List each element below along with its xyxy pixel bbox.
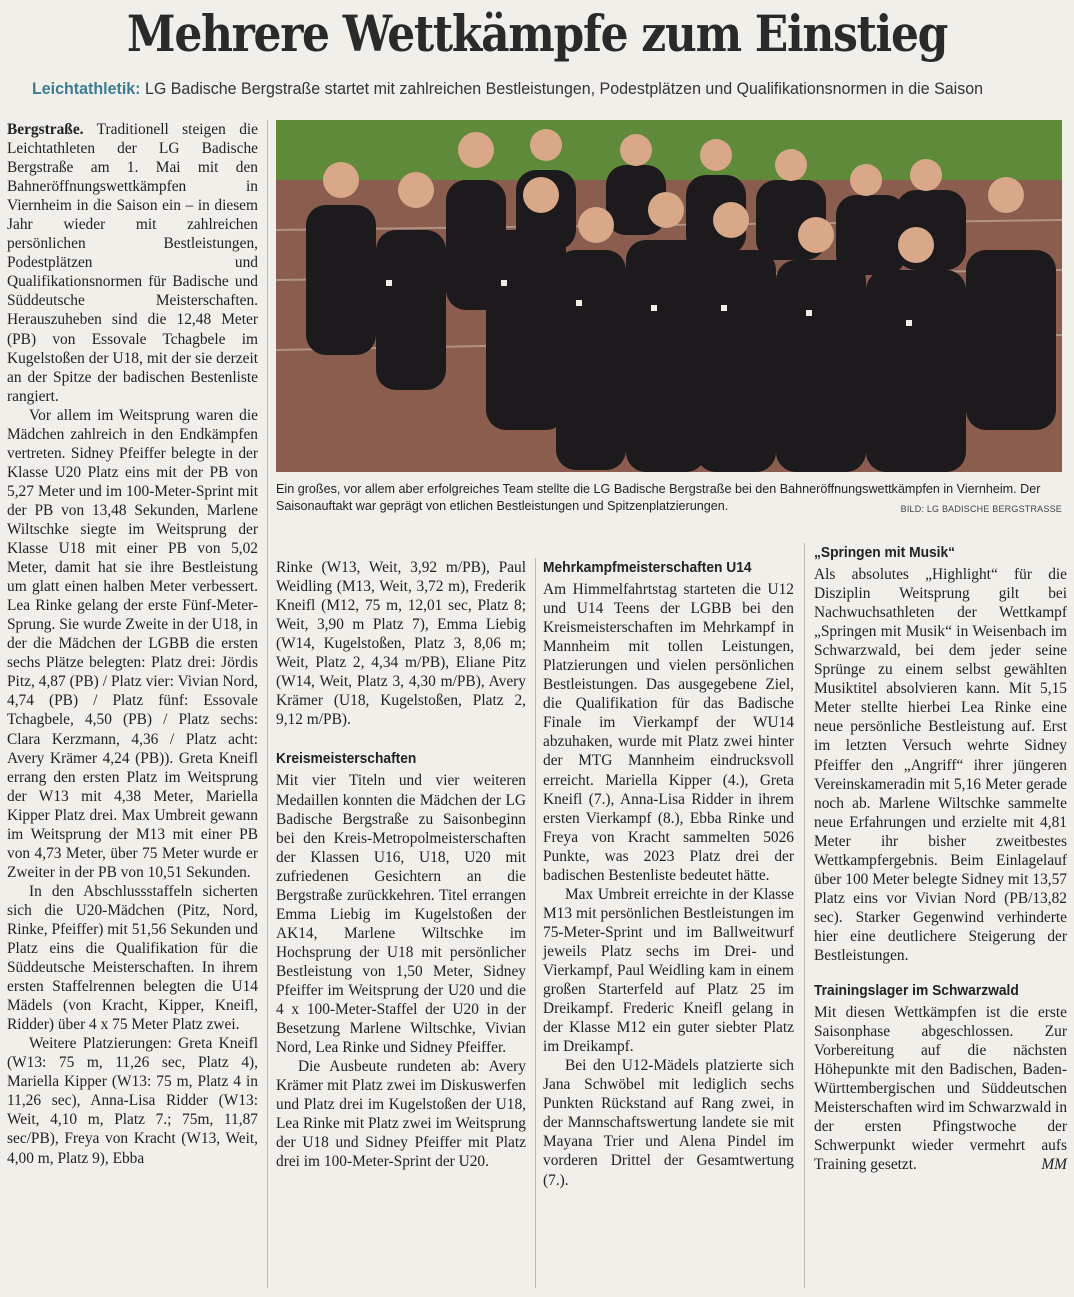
paragraph: In den Abschlussstaffeln sicherten sich die U20-Mädchen (Pitz, Nord, Rinke, Pfeiffer) mit 51,56 Sekunden und Platz eins die Qualifikation für die Süddeutsche Meisterschaften. In ihrem ersten Staffelrennen belegten die U14 Mädels (von Kracht, Kipper, Kneifl, Ridder) über 4 x 75 Meter Platz zwei. <box>7 882 258 1034</box>
article-headline: Mehrere Wettkämpfe zum Einstieg <box>126 4 948 63</box>
paragraph: Am Himmelfahrtstag starteten die U12 und U14 Teens der LGBB bei den Kreismeisterschaften im Mehrkampf in Mannheim mit tollen Leistungen, Platzierungen und vielen persönlichen Bestleistungen. Das ausgegebene Ziel, die Qualifikation für das Badische Finale im Vierkampf der WU14 abzuhaken, wurde mit Platz zwei hinter der MTG Mannheim eindrucksvoll erreicht. Mariella Kipper (4.), Greta Kneifl (7.), Anna-Lisa Ridder in ihrem ersten Vierkampf (8.), Ebba Rinke und Freya von Kracht sammelten 5026 Punkte, was 2023 Platz drei der badischen Bestenliste bedeutet hätte. <box>543 581 794 884</box>
article-subhead <box>32 80 1031 99</box>
section-heading: Mehrkampfmeisterschaften U14 <box>543 559 752 576</box>
paragraph: Max Umbreit erreichte in der Klasse M13 mit persönlichen Bestleistungen im 75-Meter-Sprint und im Ballweitwurf jeweils Platz sechs im Drei- und Vierkampf, Paul Weidling kam in einem großen Starterfeld auf Platz 25 im Dreikampf. Frederic Kneifl gelang in der Klasse M12 ein guter siebter Platz im Dreikampf. <box>543 885 794 1056</box>
article-column-3 <box>543 558 794 1190</box>
photo-credit: BILD: LG BADISCHE BERGSTRASSE <box>900 504 1062 514</box>
team-photo-illustration <box>276 120 1062 472</box>
section-heading: Trainingslager im Schwarzwald <box>814 982 1019 1000</box>
dateline: Bergstraße. <box>7 121 84 138</box>
column-rule <box>804 543 805 1288</box>
paragraph: Vor allem im Weitsprung waren die Mädchen zahlreich in den Endkämpfen vertreten. Sidney Pfeiffer belegte in der Klasse U20 Platz eins mit der PB von 5,27 Meter und im 100-Meter-Sprint mit der PB von 13,48 Sekunden, Marlene Wiltschke siegte im Weitsprung der Klasse U18 mit einer PB von 5,02 Meter, damit hat sie ihre Bestleistung um glatt einen halben Meter verbessert. Lea Rinke gelang der erste Fünf-Meter-Sprung. Sie wurde Zweite in der U18, in der die Mädchen der LGBB die ersten sechs Plätze belegten: Platz drei: Jördis Pitz, 4,87 (PB) / Platz vier: Vivian Nord, 4,74 (PB) / Platz fünf: Essovale Tchagbele, 4,50 (PB) / Platz sechs: Clara Kerzmann, 4,36 / Platz acht: Avery Krämer 4,24 (PB)). Greta Kneifl errang den ersten Platz im Weitsprung der W13 mit 4,38 Meter, Mariella Kipper Platz drei. Max Umbreit gewann im Weitsprung der M13 mit einer PB von 4,73 Meter, über 75 Meter wurde er Zweiter in der PB von 10,51 Sekunden. <box>7 406 258 881</box>
article-column-2 <box>276 558 526 1171</box>
paragraph <box>7 120 258 406</box>
paragraph: Rinke (W13, Weit, 3,92 m/PB), Paul Weidling (M13, Weit, 3,72 m), Frederik Kneifl (M12, 75 m, 12,01 sec, Platz 8; Weit, 3,90 m Platz 7), Emma Liebig (W14, Kugelstoßen, Platz 3, 8,06 m; Weit, Platz 2, 4,34 m/PB), Eliane Pitz (W14, Weit, Platz 3, 4,30 m/PB), Avery Krämer (U18, Kugelstoßen, Platz 2, 9,12 m/PB). <box>276 559 526 729</box>
article-column-4 <box>814 543 1067 1175</box>
subhead-text: LG Badische Bergstraße startet mit zahlreichen Bestleistungen, Podestplätzen und Qualifikationsnormen in die Saison <box>140 80 984 98</box>
photo-caption <box>276 481 1062 515</box>
article-column-1 <box>7 120 258 1168</box>
paragraph-text: Traditionell steigen die Leichtathleten der LG Badische Bergstraße am 1. Mai mit den Bahneröffnungswettkämpfen in Viernheim in die Saison ein – in diesem Jahr wieder mit zahlreichen persönlichen Bestleistungen, Podestplätzen und Qualifikationsnormen für Badische und Süddeutsche Meisterschaften. Herauszuheben sind die 12,48 Meter (PB) von Essovale Tchagbele im Kugelstoßen der U18, mit der sie derzeit an der Spitze der badischen Bestenliste rangiert. <box>7 121 258 405</box>
team-photo <box>276 120 1062 472</box>
subhead-kicker: Leichtathletik: <box>32 80 141 98</box>
author-signature: MM <box>1041 1156 1067 1174</box>
paragraph: Die Ausbeute rundeten ab: Avery Krämer mit Platz zwei im Diskuswerfen und Platz drei im Kugelstoßen der U18, Lea Rinke mit Platz zwei im Weitsprung der U18 und Sidney Pfeiffer mit Platz drei im 100-Meter-Sprint der U20. <box>276 1058 526 1171</box>
photo-caption-text: Ein großes, vor allem aber erfolgreiches Team stellte die LG Badische Bergstraße bei den Bahneröffnungswettkämpfen in Viernheim. Der Saisonauftakt war geprägt von etlichen Bestleistungen und Spitzenplatzierungen. <box>276 482 1041 513</box>
paragraph: Weitere Platzierungen: Greta Kneifl (W13: 75 m, 11,26 sec, Platz 4), Mariella Kipper (W13: 75 m, Platz 4 in 11,26 sec), Anna-Lisa Ridder (W13: Weit, 4,10 m, Platz 7.; 75m, 11,87 sec/PB), Freya von Kracht (W13, Weit, 4,00 m, Platz 9), Ebba <box>7 1035 258 1167</box>
section-heading: Kreismeisterschaften <box>276 750 417 768</box>
paragraph-text: Mit diesen Wettkämpfen ist die erste Saisonphase abgeschlossen. Zur Vorbereitung auf die nächsten Höhepunkte mit den Badischen, Baden-Württembergischen und Süddeutschen Meisterschaften wird im Schwarzwald in der ersten Pfingstwoche der Schwerpunkt wieder vermehrt aufs Training gesetzt. <box>814 1004 1068 1174</box>
paragraph <box>814 1003 1067 1174</box>
section-heading: „Springen mit Musik“ <box>814 544 956 561</box>
paragraph: Als absolutes „Highlight“ für die Disziplin Weitsprung gilt bei Nachwuchsathleten der Wettkampf „Springen mit Musik“ in Weisenbach im Schwarzwald, bei dem jeder seine Sprünge zu einem selbst gewählten Musiktitel absolvieren kann. Mit 5,15 Meter stellte hierbei Lea Rinke eine neue persönliche Bestleistung auf. Erst im letzten Versuch wehrte Sidney Pfeiffer den „Angriff“ ihrer jüngeren Vereinskameradin mit 5,16 Meter gerade noch ab. Marlene Wiltschke sammelte neue Erfahrungen und erzielte mit 4,81 Meter ihr bisher zweitbestes Wettkampfergebnis. Beim Einlagelauf über 100 Meter belegte Sidney mit 13,57 Platz eins vor Vivian Nord (PB/13,82 sec). Starker Gegenwind verhinderte hier eine deutlichere Steigerung der Bestleistungen. <box>814 566 1067 964</box>
column-rule <box>535 558 536 1288</box>
paragraph: Mit vier Titeln und vier weiteren Medaillen konnten die Mädchen der LG Badische Bergstraße zu Saisonbeginn bei den Kreis-Metropolmeisterschaften der Klassen U16, U18, U20 mit zufriedenen Gesichtern an die Bergstraße zurückkehren. Titel errangen Emma Liebig im Kugelstoßen der AK14, Marlene Wiltschke im Hochsprung der U18 mit persönlicher Bestleistung von 1,50 Meter, Sidney Pfeiffer im Weitsprung der U20 und die 4 x 100-Meter-Staffel der U20 in der Besetzung Marlene Wiltschke, Vivian Nord, Lea Rinke und Sidney Pfeiffer. <box>276 772 526 1057</box>
column-rule <box>267 120 268 1288</box>
paragraph: Bei den U12-Mädels platzierte sich Jana Schwöbel mit lediglich sechs Punkten Rückstand auf Rang zwei, in der Mannschaftswertung landete sie mit Mayana Trier und Alena Pindel im vorderen Drittel der Gesamtwertung (7.). <box>543 1057 794 1189</box>
